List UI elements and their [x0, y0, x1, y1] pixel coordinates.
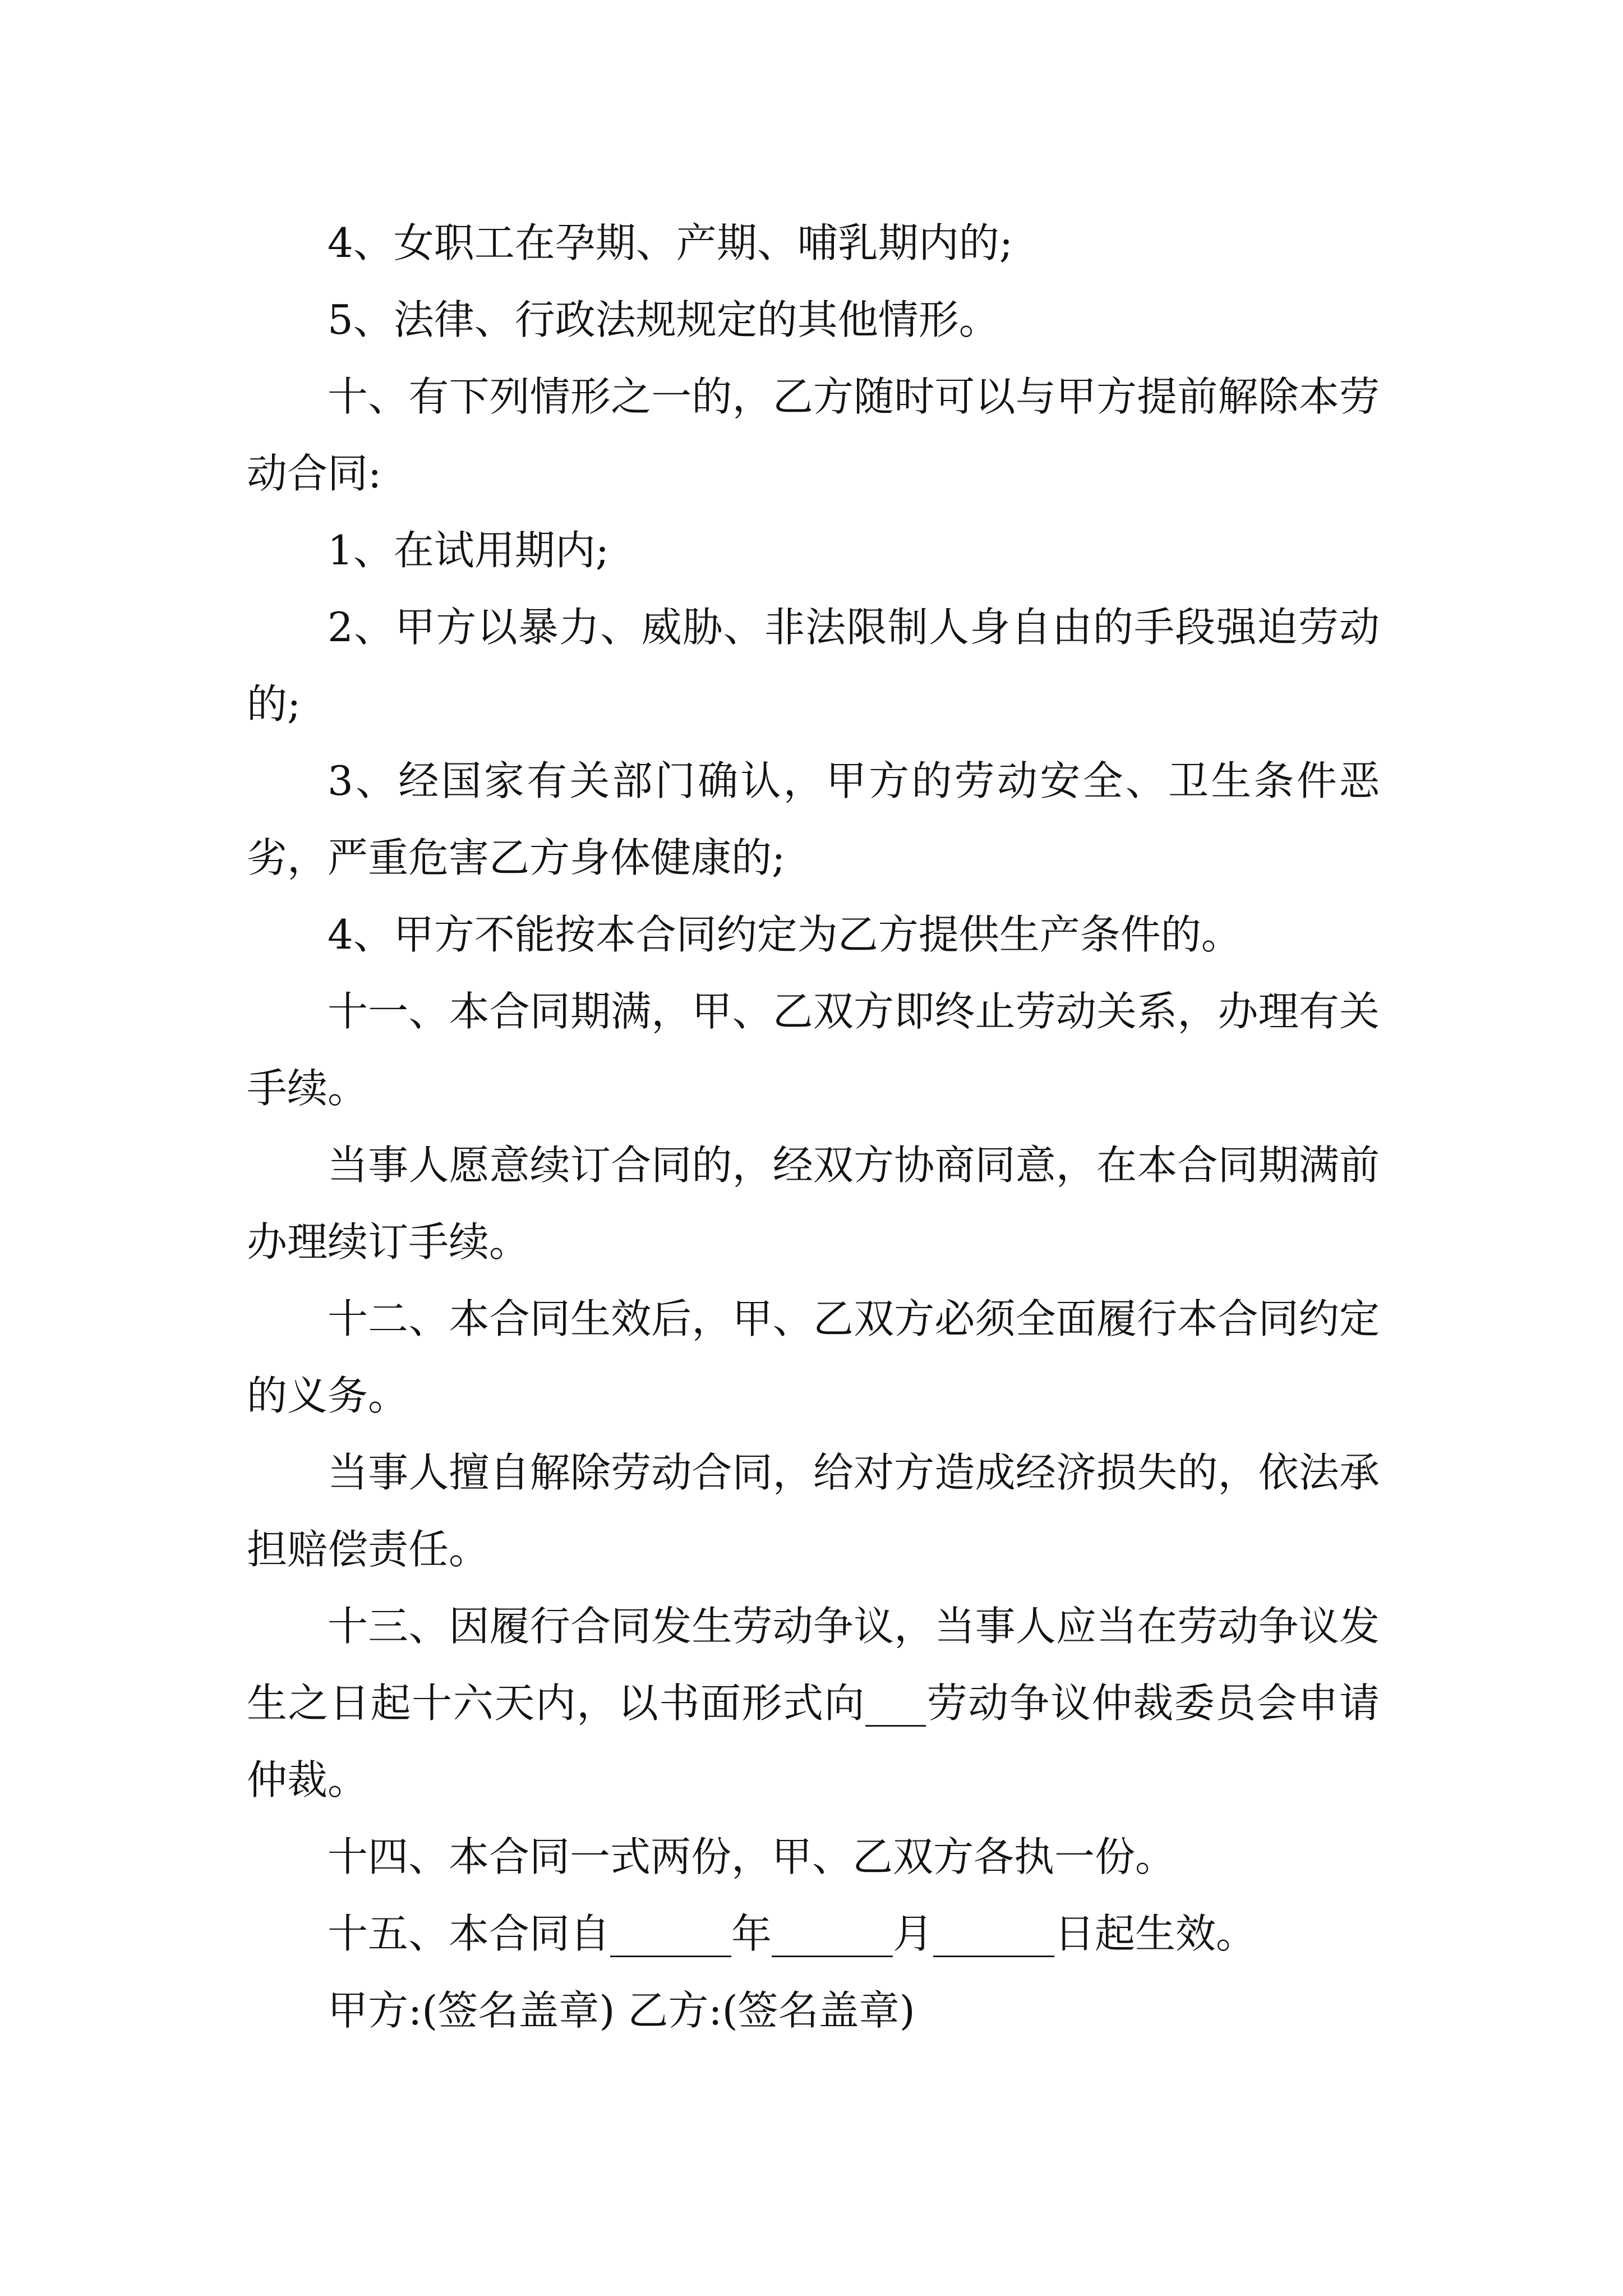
- article-10: 十、有下列情形之一的，乙方随时可以与甲方提前解除本劳动合同:: [247, 373, 1380, 497]
- clause-other-circumstances: 5、法律、行政法规规定的其他情形。: [328, 296, 999, 343]
- article-12: 十二、本合同生效后，甲、乙双方必须全面履行本合同约定的义务。: [247, 1295, 1380, 1419]
- article-10-item-2: 2、甲方以暴力、威胁、非法限制人身自由的手段强迫劳动的;: [247, 604, 1380, 728]
- signature-line: 甲方:(签名盖章) 乙方:(签名盖章): [328, 1987, 915, 2034]
- article-11-renewal: 当事人愿意续订合同的，经双方协商同意，在本合同期满前办理续订手续。: [247, 1142, 1380, 1266]
- article-10-item-1: 1、在试用期内;: [328, 527, 610, 574]
- contract-body: [247, 205, 1380, 2049]
- article-11: 十一、本合同期满，甲、乙双方即终止劳动关系，办理有关手续。: [247, 988, 1380, 1112]
- article-14: 十四、本合同一式两份，甲、乙双方各执一份。: [328, 1833, 1176, 1880]
- article-12-liability: 当事人擅自解除劳动合同，给对方造成经济损失的，依法承担赔偿责任。: [247, 1449, 1380, 1573]
- article-10-item-4: 4、甲方不能按本合同约定为乙方提供生产条件的。: [328, 911, 1242, 958]
- article-13: 十三、因履行合同发生劳动争议，当事人应当在劳动争议发生之日起十六天内，以书面形式向___劳动争议仲裁委员会申请仲裁。: [247, 1603, 1380, 1803]
- clause-female-staff: 4、女职工在孕期、产期、哺乳期内的;: [328, 219, 1013, 266]
- article-10-item-3: 3、经国家有关部门确认，甲方的劳动安全、卫生条件恶劣，严重危害乙方身体健康的;: [247, 757, 1380, 881]
- article-15: 十五、本合同自______年______月______日起生效。: [328, 1910, 1257, 1957]
